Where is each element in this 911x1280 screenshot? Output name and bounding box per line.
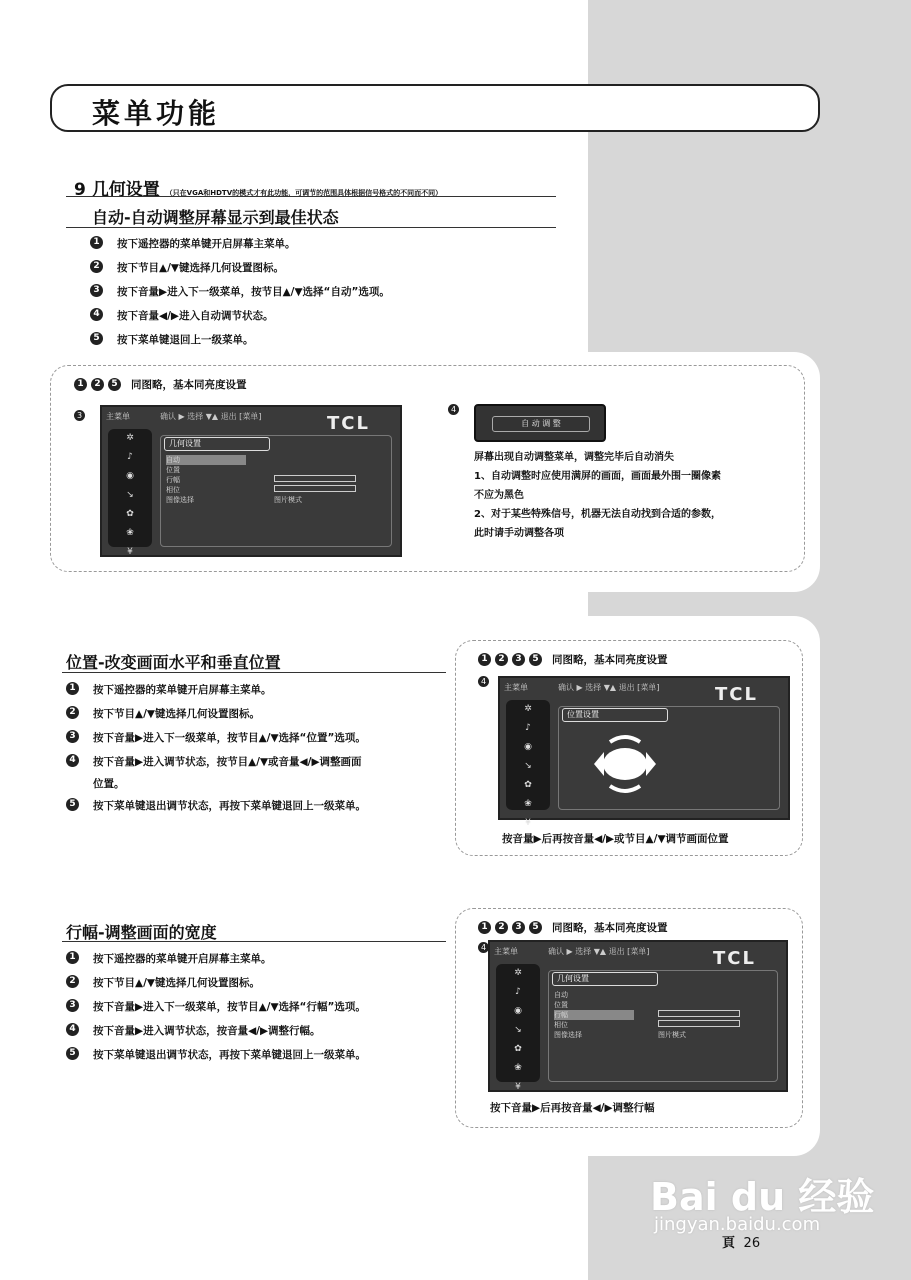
gear-icon: ✿ <box>514 1044 522 1054</box>
slider-bar <box>274 485 356 492</box>
list-item: 4 按下音量▶进入调节状态，按节目▲/▼或音量◀/▶调整画面 <box>66 754 362 769</box>
feature-icon: ◉ <box>514 1006 522 1016</box>
auto-adjust-osd: 自 动 调 整 <box>474 404 606 442</box>
tv-menu-sidebar <box>506 700 550 828</box>
list-item: 2 按下节目▲/▼键选择几何设置图标。 <box>90 260 284 275</box>
sound-icon: ♪ <box>127 452 133 462</box>
tv-menu-screenshot: 主菜单 确认 ▶ 选择 ▼▲ 退出 [菜单] TCL ✲ ♪ ◉ ↘ ✿ ❀ ¥ 几何设置 自动 位置 行幅 相位 图像选择 图片模式 <box>100 405 402 557</box>
gear-icon: ✿ <box>126 509 134 519</box>
position-heading: 位置-改变画面水平和垂直位置 <box>66 653 281 672</box>
divider <box>66 196 556 197</box>
width-box-caption: 1 2 3 5 同图略，基本同亮度设置 <box>478 920 668 935</box>
sound-icon: ♪ <box>515 987 521 997</box>
geometry-icon: ¥ <box>515 1082 521 1092</box>
list-item: 3 按下音量▶进入下一级菜单，按节目▲/▼选择“位置”选项。 <box>66 730 366 745</box>
page-number: 頁 26 <box>722 1236 761 1251</box>
setup-icon: ❀ <box>126 528 134 538</box>
tool-icon: ↘ <box>126 490 134 500</box>
geometry-icon: ¥ <box>525 818 531 828</box>
geometry-note-text: 屏幕出现自动调整菜单，调整完毕后自动消失 1、自动调整时应使用满屏的画面，画面最外围一圈像素 不应为黑色 2、对于某些特殊信号，机器无法自动找到合适的参数， 此时请手动调整各项 <box>474 452 721 539</box>
tool-icon: ↘ <box>514 1025 522 1035</box>
tv-menu-sidebar <box>108 429 152 557</box>
step-marker: 4 <box>478 942 489 953</box>
page-title: 菜单功能 <box>92 97 221 130</box>
geometry-note: （只在VGA和HDTV的模式才有此功能，可调节的范围具体根据信号格式的不同而不同） <box>165 189 443 197</box>
divider <box>62 672 446 673</box>
list-item: 3 按下音量▶进入下一级菜单，按节目▲/▼选择“行幅”选项。 <box>66 999 366 1014</box>
baidu-watermark-url: jingyan.baidu.com <box>654 1214 821 1235</box>
picture-icon: ✲ <box>524 704 532 714</box>
divider <box>62 941 446 942</box>
list-item: 1 按下遥控器的菜单键开启屏幕主菜单。 <box>66 951 272 966</box>
picture-icon: ✲ <box>126 433 134 443</box>
slider-bar <box>274 475 356 482</box>
list-item: 位置。 <box>93 778 125 790</box>
step-marker: 4 <box>478 676 489 687</box>
setup-icon: ❀ <box>514 1063 522 1073</box>
feature-icon: ◉ <box>126 471 134 481</box>
tcl-logo: TCL <box>713 948 756 969</box>
list-item: 4 按下音量▶进入调节状态，按音量◀/▶调整行幅。 <box>66 1023 321 1038</box>
list-item: 4 按下音量◀/▶进入自动调节状态。 <box>90 308 273 323</box>
list-item: 2 按下节目▲/▼键选择几何设置图标。 <box>66 706 260 721</box>
geometry-subtitle: 自动-自动调整屏幕显示到最佳状态 <box>92 208 339 227</box>
list-item: 2 按下节目▲/▼键选择几何设置图标。 <box>66 975 260 990</box>
tool-icon: ↘ <box>524 761 532 771</box>
setup-icon: ❀ <box>524 799 532 809</box>
list-item: 1 按下遥控器的菜单键开启屏幕主菜单。 <box>90 236 296 251</box>
list-item: 3 按下音量▶进入下一级菜单，按节目▲/▼选择“自动”选项。 <box>90 284 390 299</box>
tv-menu-sidebar <box>496 964 540 1092</box>
tv-position-screenshot: 主菜单 确认 ▶ 选择 ▼▲ 退出 [菜单] TCL ✲ ♪ ◉ ↘ ✿ ❀ ¥ 位置设置 <box>498 676 790 820</box>
geometry-icon: ¥ <box>127 547 133 557</box>
gear-icon: ✿ <box>524 780 532 790</box>
tv-width-screenshot: 主菜单 确认 ▶ 选择 ▼▲ 退出 [菜单] TCL ✲ ♪ ◉ ↘ ✿ ❀ ¥ 几何设置 自动 位置 行幅 相位 图像选择 图片模式 <box>488 940 788 1092</box>
picture-icon: ✲ <box>514 968 522 978</box>
step-marker: 3 <box>74 410 85 421</box>
geometry-heading: 9 几何设置 （只在VGA和HDTV的模式才有此功能，可调节的范围具体根据信号格式的不同而不同） <box>74 180 443 200</box>
width-box-footer: 按下音量▶后再按音量◀/▶调整行幅 <box>490 1102 655 1114</box>
position-box-footer: 按音量▶后再按音量◀/▶或节目▲/▼调节画面位置 <box>502 833 729 845</box>
list-item: 5 按下菜单键退回上一级菜单。 <box>90 332 254 347</box>
list-item: 5 按下菜单键退出调节状态，再按下菜单键退回上一级菜单。 <box>66 1047 366 1062</box>
list-item: 1 按下遥控器的菜单键开启屏幕主菜单。 <box>66 682 272 697</box>
list-item: 5 按下菜单键退出调节状态，再按下菜单键退回上一级菜单。 <box>66 798 366 813</box>
width-heading: 行幅-调整画面的宽度 <box>66 923 217 942</box>
divider <box>66 227 556 228</box>
geometry-box-caption: 1 2 5 同图略，基本同亮度设置 <box>74 377 247 392</box>
step-marker: 4 <box>448 404 459 415</box>
page-title-box <box>50 84 820 132</box>
slider-bar <box>658 1020 740 1027</box>
baidu-watermark: Bai du 经验 <box>650 1175 875 1219</box>
position-arrows-icon <box>580 734 670 794</box>
sound-icon: ♪ <box>525 723 531 733</box>
feature-icon: ◉ <box>524 742 532 752</box>
tcl-logo: TCL <box>715 684 758 705</box>
slider-bar <box>658 1010 740 1017</box>
tcl-logo: TCL <box>327 413 370 434</box>
position-box-caption: 1 2 3 5 同图略，基本同亮度设置 <box>478 652 668 667</box>
